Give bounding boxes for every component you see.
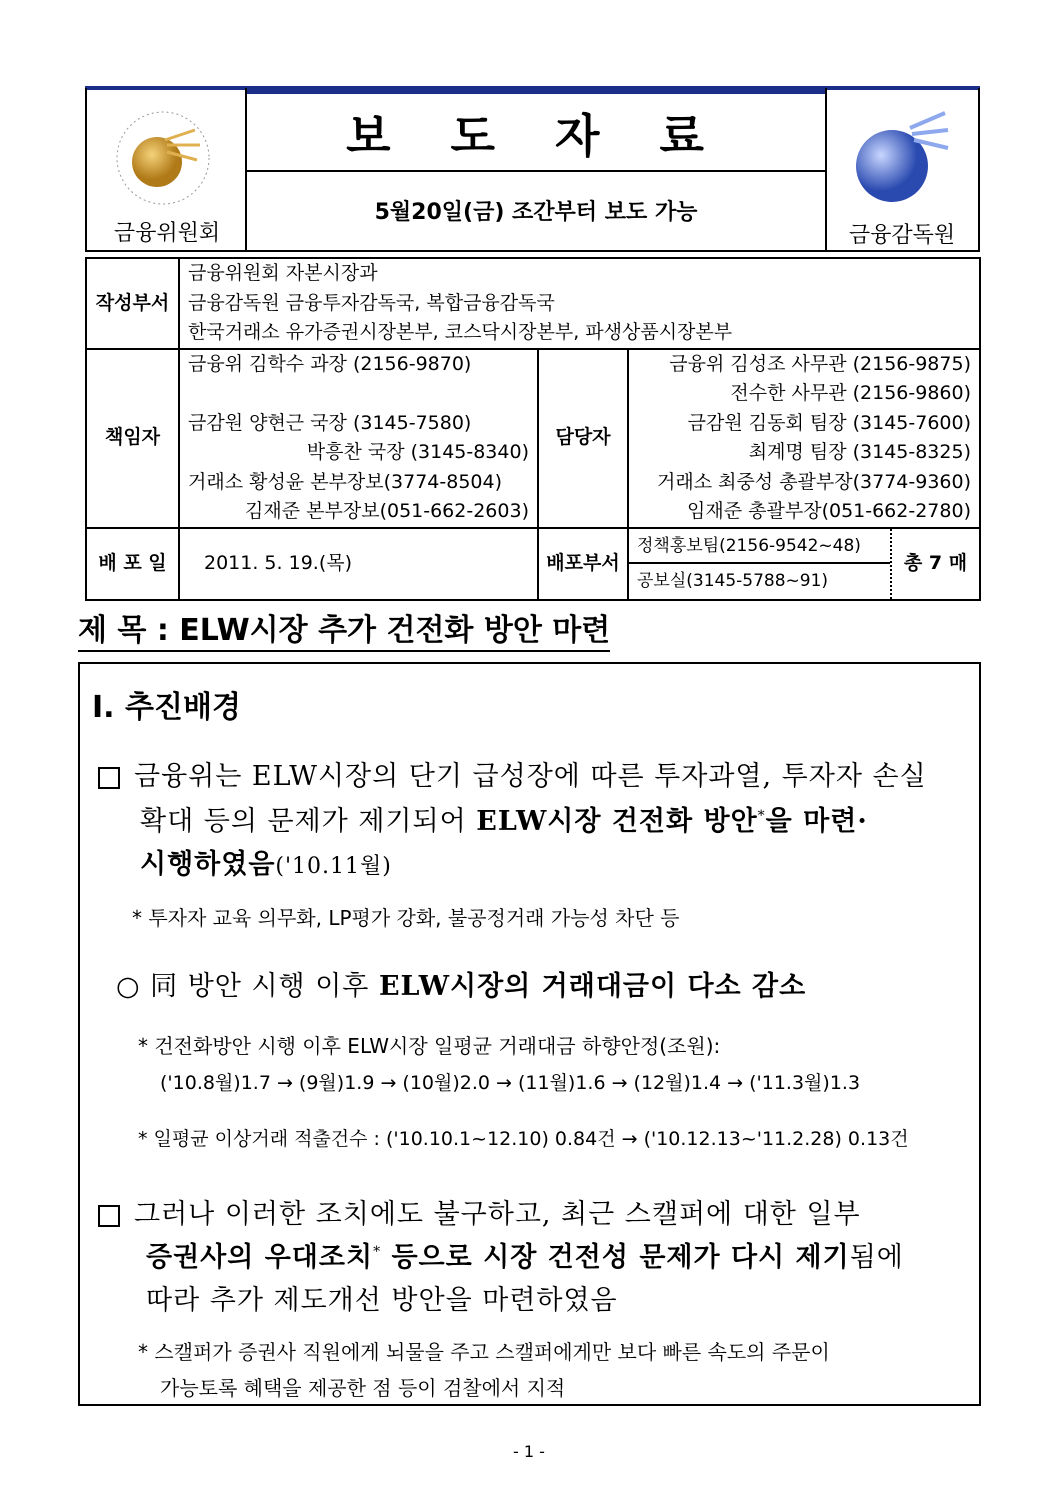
text: 등으로 시장 건전성 문제가 다시 제기 bbox=[381, 1242, 850, 1273]
paragraph-3-line-2 bbox=[146, 1235, 904, 1274]
document-title bbox=[78, 612, 610, 652]
dist-item: 공보실(3145-5788~91) bbox=[637, 570, 829, 591]
checkbox-bullet-icon bbox=[98, 1205, 120, 1227]
footnote-mark: * bbox=[373, 1244, 382, 1260]
responsible-item: 금융위 김학수 과장 (2156-9870) bbox=[188, 352, 472, 375]
contact-label: 담당자 bbox=[538, 349, 628, 528]
contact-item: 임재준 총괄부장(051-662-2780) bbox=[687, 500, 971, 522]
dept-item: 한국거래소 유가증권시장본부, 코스닥시장본부, 파생상품시장본부 bbox=[188, 321, 733, 343]
fss-org-name: 금융감독원 bbox=[848, 223, 956, 248]
dept-item: 금융감독원 금융투자감독국, 복합금융감독국 bbox=[188, 291, 555, 314]
contact-item: 금감원 김동회 팀장 (3145-7600) bbox=[687, 411, 971, 434]
text: ○ 同 방안 시행 이후 bbox=[116, 971, 379, 1002]
section-heading: Ⅰ. 추진배경 bbox=[92, 690, 241, 725]
responsible-label: 책임자 bbox=[86, 349, 179, 528]
responsible-item: 김재준 본부장보(051-662-2603) bbox=[245, 500, 529, 522]
footnote-4-line-2: 가능토록 혜택을 제공한 점 등이 검찰에서 지적 bbox=[160, 1376, 566, 1400]
dist-item: 정책홍보팀(2156-9542~48) bbox=[629, 529, 890, 564]
footnote-2-line-2: ('10.8월)1.7 → (9월)1.9 → (10월)2.0 → (11월)1.6 → (12월)1.4 → ('11.3월)1.3 bbox=[160, 1072, 861, 1094]
dist-list bbox=[628, 528, 891, 600]
title-text: ELW시장 추가 건전화 방안 마련 bbox=[179, 613, 611, 648]
paragraph-1-line-3 bbox=[140, 842, 392, 881]
text: ELW시장의 거래대금이 다소 감소 bbox=[378, 971, 807, 1002]
text: 증권사의 우대조치 bbox=[146, 1242, 374, 1273]
dept-item: 금융위원회 자본시장과 bbox=[188, 262, 378, 284]
release-date: 2011. 5. 19.(목) bbox=[179, 528, 538, 600]
footnote-4: * 스캘퍼가 증권사 직원에게 뇌물을 주고 스캘퍼에게만 보다 빠른 속도의 주문이 bbox=[138, 1340, 830, 1364]
title-prefix: 제 목 : bbox=[78, 613, 180, 648]
contact-item: 최계명 팀장 (3145-8325) bbox=[748, 441, 971, 463]
footnote-2: * 건전화방안 시행 이후 ELW시장 일평균 거래대금 하향안정(조원): bbox=[138, 1034, 721, 1058]
text: 금융위는 ELW시장의 단기 급성장에 따른 투자과열, 투자자 손실 bbox=[134, 761, 927, 792]
content-box bbox=[78, 662, 981, 1406]
paragraph-2 bbox=[116, 964, 806, 1003]
footnote-1: * 투자자 교육 의무화, LP평가 강화, 불공정거래 가능성 차단 등 bbox=[132, 906, 680, 930]
info-table bbox=[85, 257, 981, 601]
contact-list bbox=[628, 349, 980, 528]
contact-item: 전수한 사무관 (2156-9860) bbox=[730, 382, 971, 404]
dept-list bbox=[179, 258, 980, 349]
footnote-mark: * bbox=[757, 808, 766, 824]
paragraph-3 bbox=[98, 1192, 861, 1231]
text: 그러나 이러한 조치에도 불구하고, 최근 스캘퍼에 대한 일부 bbox=[134, 1199, 861, 1230]
date-label: 배 포 일 bbox=[86, 528, 179, 600]
fsc-org-name: 금융위원회 bbox=[113, 221, 221, 246]
footnote-3: * 일평균 이상거래 적출건수 : ('10.10.1~12.10) 0.84건 → ('10.12.13~'11.2.28) 0.13건 bbox=[138, 1128, 909, 1150]
responsible-list bbox=[179, 349, 538, 528]
page-count: 총 7 매 bbox=[891, 528, 980, 600]
page-number: - 1 - bbox=[513, 1442, 545, 1461]
contact-item: 금융위 김성조 사무관 (2156-9875) bbox=[669, 352, 971, 375]
responsible-item: 거래소 황성윤 본부장보(3774-8504) bbox=[188, 470, 503, 493]
checkbox-bullet-icon bbox=[98, 767, 120, 789]
embargo-notice: 5월20일(금) 조간부터 보도 가능 bbox=[374, 200, 698, 225]
responsible-item: 금감원 양현근 국장 (3145-7580) bbox=[188, 411, 472, 434]
text: 됨에 bbox=[849, 1242, 904, 1273]
text: ('10.11월) bbox=[275, 854, 392, 879]
page-title: 보 도 자 료 bbox=[346, 109, 726, 163]
dept-label: 작성부서 bbox=[86, 258, 179, 349]
text: 시행하였음 bbox=[140, 849, 276, 880]
fss-logo-icon bbox=[850, 108, 950, 208]
text: ELW시장 건전화 방안 bbox=[476, 806, 758, 837]
text: 을 마련· bbox=[765, 806, 868, 837]
paragraph-1 bbox=[98, 754, 927, 793]
paragraph-1-line-2 bbox=[140, 799, 868, 838]
dist-label: 배포부서 bbox=[538, 528, 628, 600]
text: 확대 등의 문제가 제기되어 bbox=[140, 806, 477, 837]
responsible-item: 박흥찬 국장 (3145-8340) bbox=[306, 441, 529, 463]
fsc-logo-icon bbox=[105, 100, 225, 210]
contact-item: 거래소 최중성 총괄부장(3774-9360) bbox=[656, 470, 971, 493]
paragraph-3-line-3: 따라 추가 제도개선 방안을 마련하였음 bbox=[146, 1285, 618, 1316]
